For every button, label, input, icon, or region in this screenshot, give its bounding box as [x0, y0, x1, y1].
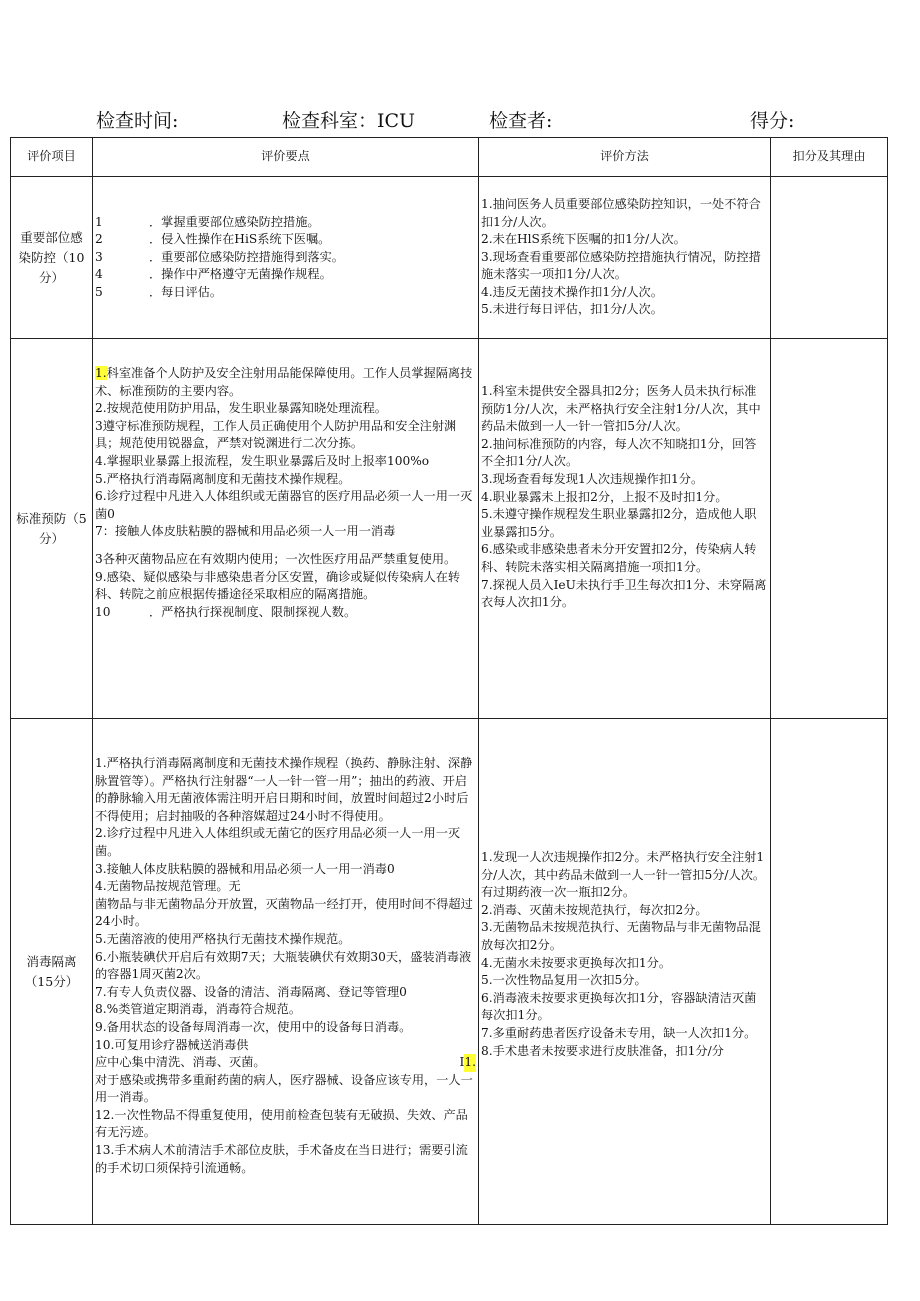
point-text: ．操作中严格遵守无菌操作规程。: [149, 267, 332, 282]
point-text: 1.严格执行消毒隔离制度和无菌技术操作规程（换药、静脉注射、深静脉置管等）。严格执行注射器“一人一针一管一用”；抽出的药液、开启的静脉输入用无菌液体需注明开启日期和时间，放置时间超过2小时后不得使用；启封抽吸的各种溶媒超过24小时不得使用。: [95, 756, 473, 823]
evaluation-method: 8.手术患者未按要求进行皮肤准备，扣1分/分: [481, 1043, 724, 1058]
point-text: 9.感染、疑似感染与非感染患者分区安置，确诊或疑似传染病人在转科、转院之前应根据传播途径采取相应的隔离措施。: [95, 569, 461, 602]
evaluation-method: 7.探视人员入IeU未执行手卫生每次扣1分、未穿隔离衣每人次扣1分。: [481, 577, 767, 610]
column-header-method: 评价方法: [479, 138, 771, 177]
evaluation-item-text: 消毒隔离（15分）: [24, 953, 79, 989]
evaluation-point: [95, 1054, 476, 1072]
evaluation-points-cell: [93, 177, 479, 339]
evaluation-point: [95, 1072, 476, 1107]
table-row: [11, 177, 888, 339]
point-text: 对于感染或携带多重耐药菌的病人，医疗器械、设备应该专用，一人一用一消毒。: [95, 1072, 473, 1105]
evaluation-point: [95, 825, 476, 860]
table-header-row: [11, 138, 888, 177]
evaluation-method: 6.感染或非感染患者未分开安置扣2分，传染病人转科、转院未落实相关隔离措施一项扣1分。: [481, 542, 757, 574]
point-text: 5.严格执行消毒隔离制度和无菌技术操作规程。: [95, 471, 351, 486]
evaluation-point: [95, 949, 476, 984]
evaluation-method: 1.发现一人次违规操作扣2分。未严格执行安全注射1分/人次，其中药品未做到一人一针一管扣5分/人次。有过期药液一次一瓶扣2分。: [481, 850, 766, 900]
table-row: [11, 719, 888, 1225]
evaluation-method: 6.消毒液未按要求更换每次扣1分，容器缺清洁灭菌每次扣1分。: [481, 990, 757, 1023]
point-text: ．掌握重要部位感染防控措施。: [149, 214, 320, 229]
highlighted-number: 1.: [95, 366, 107, 380]
evaluation-points: [93, 755, 478, 1177]
evaluation-point: [95, 931, 476, 949]
evaluation-item: [11, 339, 93, 719]
evaluation-point: [95, 284, 476, 302]
evaluation-methods-cell: [479, 339, 771, 719]
column-header-item: 评价项目: [11, 138, 93, 177]
point-text: 科室准备个人防护及安全注射用品能保障使用。工作人员掌握隔离技术、标准预防的主要内容。: [95, 366, 473, 398]
score-label: 得分:: [750, 110, 795, 132]
point-text: ．严格执行探视制度、限制探视人数。: [149, 604, 357, 619]
evaluation-point: [95, 249, 476, 267]
inspection-header: [0, 106, 920, 136]
evaluation-point: [95, 984, 476, 1002]
evaluation-point: [95, 569, 476, 604]
point-text: 3.接触人体皮肤粘膜的器械和用品必须一人一用一消毒0: [95, 861, 395, 876]
point-number: 1: [95, 214, 103, 229]
evaluation-method: 1.科室未提供安全器具扣2分；医务人员未执行标准预防1分/人次，未严格执行安全注射1分/人次，其中药品未做到一人一针一管扣5分/人次。: [481, 384, 761, 434]
evaluation-item: [11, 719, 93, 1225]
evaluation-method: 3.现场查看每发现1人次违规操作扣1分。: [481, 471, 704, 486]
evaluation-method: 5.未进行每日评估，扣1分/人次。: [481, 302, 663, 317]
column-header-points: 评价要点: [93, 138, 479, 177]
evaluation-point: [95, 755, 476, 825]
evaluation-method: 3.现场查看重要部位感染防控措施执行情况，防控措施未落实一项扣1分/人次。: [481, 249, 761, 282]
evaluation-point: [95, 1142, 476, 1177]
evaluation-methods: [479, 383, 770, 612]
deduction-cell[interactable]: [771, 339, 888, 719]
evaluation-point: [95, 214, 476, 232]
evaluation-item-text: 重要部位感染防控（10分）: [18, 229, 85, 285]
evaluation-method: 2.未在HlS系统下医嘱的扣1分/人次。: [481, 232, 686, 247]
point-number: 2: [95, 232, 103, 247]
point-text: ．重要部位感染防控措施得到落实。: [149, 249, 344, 264]
evaluation-points: [93, 365, 478, 621]
point-text: 3遵守标准预防规程，工作人员正确使用个人防护用品和安全注射渊具；规范使用锐器盒，严禁对锐渊进行二次分拣。: [95, 418, 457, 451]
evaluation-method: 4.无菌水未按要求更换每次扣1分。: [481, 955, 672, 970]
evaluation-point: [95, 1001, 476, 1019]
point-text: 4.无菌物品按规范管理。无: [95, 879, 241, 894]
point-text: 7.有专人负责仪器、设备的清洁、消毒隔离、登记等管理0: [95, 984, 407, 999]
point-text: ．侵入性操作在HiS系统下医嘱。: [149, 232, 331, 247]
point-text: 9.备用状态的设备每周消毒一次，使用中的设备每日消毒。: [95, 1019, 412, 1034]
point-text: 12.一次性物品不得重复使用，使用前检查包装有无破损、失效、产品有无污迹。: [95, 1107, 468, 1140]
point-text: ．每日评估。: [149, 284, 223, 299]
point-text: 6.诊疗过程中凡进入人体组织或无菌器官的医疗用品必须一人一用一灭菌0: [95, 489, 473, 521]
evaluation-point: [95, 231, 476, 249]
point-text: 菌物品与非无菌物品分开放置，灭菌物品一经打开，使用时间不得超过24小时。: [95, 896, 473, 929]
evaluation-point: [95, 551, 476, 569]
point-text: 8.%类管道定期消毒，消毒符合规范。: [95, 1002, 302, 1017]
evaluation-point: [95, 878, 476, 896]
point-text: 13.手术病人术前清洁手术部位皮肤，手术备皮在当日进行；需要引流的手术切口须保持引流通畅。: [95, 1143, 468, 1175]
point-trailing-mark: I: [459, 1055, 465, 1070]
evaluation-point: [95, 266, 476, 284]
column-header-deduction: 扣分及其理由: [771, 138, 888, 177]
evaluation-item: [11, 177, 93, 339]
point-number: 10: [95, 604, 111, 619]
point-text: 应中心集中清洗、消毒、灭菌。: [95, 1055, 266, 1070]
table-row: [11, 339, 888, 719]
evaluation-methods: [479, 196, 770, 319]
inspection-time-label: 检查时间:: [96, 110, 179, 132]
evaluation-method: 3.无菌物品未按规范执行、无菌物品与非无菌物品混放每次扣2分。: [481, 920, 761, 952]
evaluation-points-cell: [93, 339, 479, 719]
evaluation-method: 4.职业暴露未上报扣2分，上报不及时扣1分。: [481, 489, 728, 504]
evaluation-point: [95, 523, 476, 541]
evaluation-point: [95, 365, 476, 400]
evaluation-point: [95, 1107, 476, 1142]
evaluation-method: 5.一次性物品复用一次扣5分。: [481, 973, 647, 988]
evaluation-method: 4.违反无菌技术操作扣1分/人次。: [481, 284, 663, 299]
evaluation-point: [95, 488, 476, 523]
evaluation-method: 5.未遵守操作规程发生职业暴露扣2分，造成他人职业暴露扣5分。: [481, 507, 757, 539]
evaluation-method: 2.消毒、灭菌未按规范执行，每次扣2分。: [481, 902, 708, 917]
evaluation-point: [95, 1037, 476, 1055]
evaluation-points: [93, 214, 478, 302]
evaluation-point: [95, 861, 476, 879]
point-text: 2.按规范使用防护用品，发生职业暴露知晓处理流程。: [95, 401, 387, 416]
evaluation-item-text: 标准预防（5分）: [16, 510, 87, 546]
deduction-cell[interactable]: [771, 177, 888, 339]
evaluation-point: [95, 604, 476, 622]
evaluation-methods: [479, 849, 770, 1060]
point-text: 6.小瓶装碘伏开启后有效期7天；大瓶装碘伏有效期30天，盛装消毒液的容器1周灭菌2次。: [95, 949, 472, 982]
inspection-department-label: 检查科室：ICU: [282, 110, 416, 132]
point-text: 5.无菌溶液的使用严格执行无菌技术操作规范。: [95, 931, 351, 946]
evaluation-point: [95, 453, 476, 471]
evaluation-methods-cell: [479, 177, 771, 339]
evaluation-method: 1.抽问医务人员重要部位感染防控知识，一处不符合扣1分/人次。: [481, 196, 761, 229]
evaluation-table: [10, 137, 888, 1225]
evaluation-points-cell: [93, 719, 479, 1225]
evaluation-point: [95, 471, 476, 489]
point-number: 3: [95, 249, 103, 264]
inspector-label: 检查者:: [489, 110, 553, 132]
point-number: 4: [95, 267, 103, 282]
evaluation-point: [95, 418, 476, 453]
point-text: 7：接触人体皮肤粘膜的器械和用品必须一人一用一消毒: [95, 524, 396, 539]
point-text: 2.诊疗过程中凡进入人体组织或无菌它的医疗用品必须一人一用一灭菌。: [95, 826, 461, 858]
evaluation-method: 2.抽问标准预防的内容，每人次不知晓扣1分，回答不全扣1分/人次。: [481, 436, 757, 469]
evaluation-point: [95, 1019, 476, 1037]
point-text: 4.掌握职业暴露上报流程，发生职业暴露后及时上报率100%o: [95, 453, 430, 468]
evaluation-methods-cell: [479, 719, 771, 1225]
evaluation-point: [95, 896, 476, 931]
highlighted-number: 1.: [464, 1054, 476, 1072]
evaluation-point: [95, 400, 476, 418]
point-text: 10.可复用诊疗器械送消毒供: [95, 1037, 249, 1052]
point-number: 5: [95, 284, 103, 299]
evaluation-method: 7.多重耐药患者医疗设备未专用，缺一人次扣1分。: [481, 1025, 757, 1040]
point-text: 3各种灭菌物品应在有效期内使用；一次性医疗用品严禁重复使用。: [95, 551, 457, 566]
deduction-cell[interactable]: [771, 719, 888, 1225]
